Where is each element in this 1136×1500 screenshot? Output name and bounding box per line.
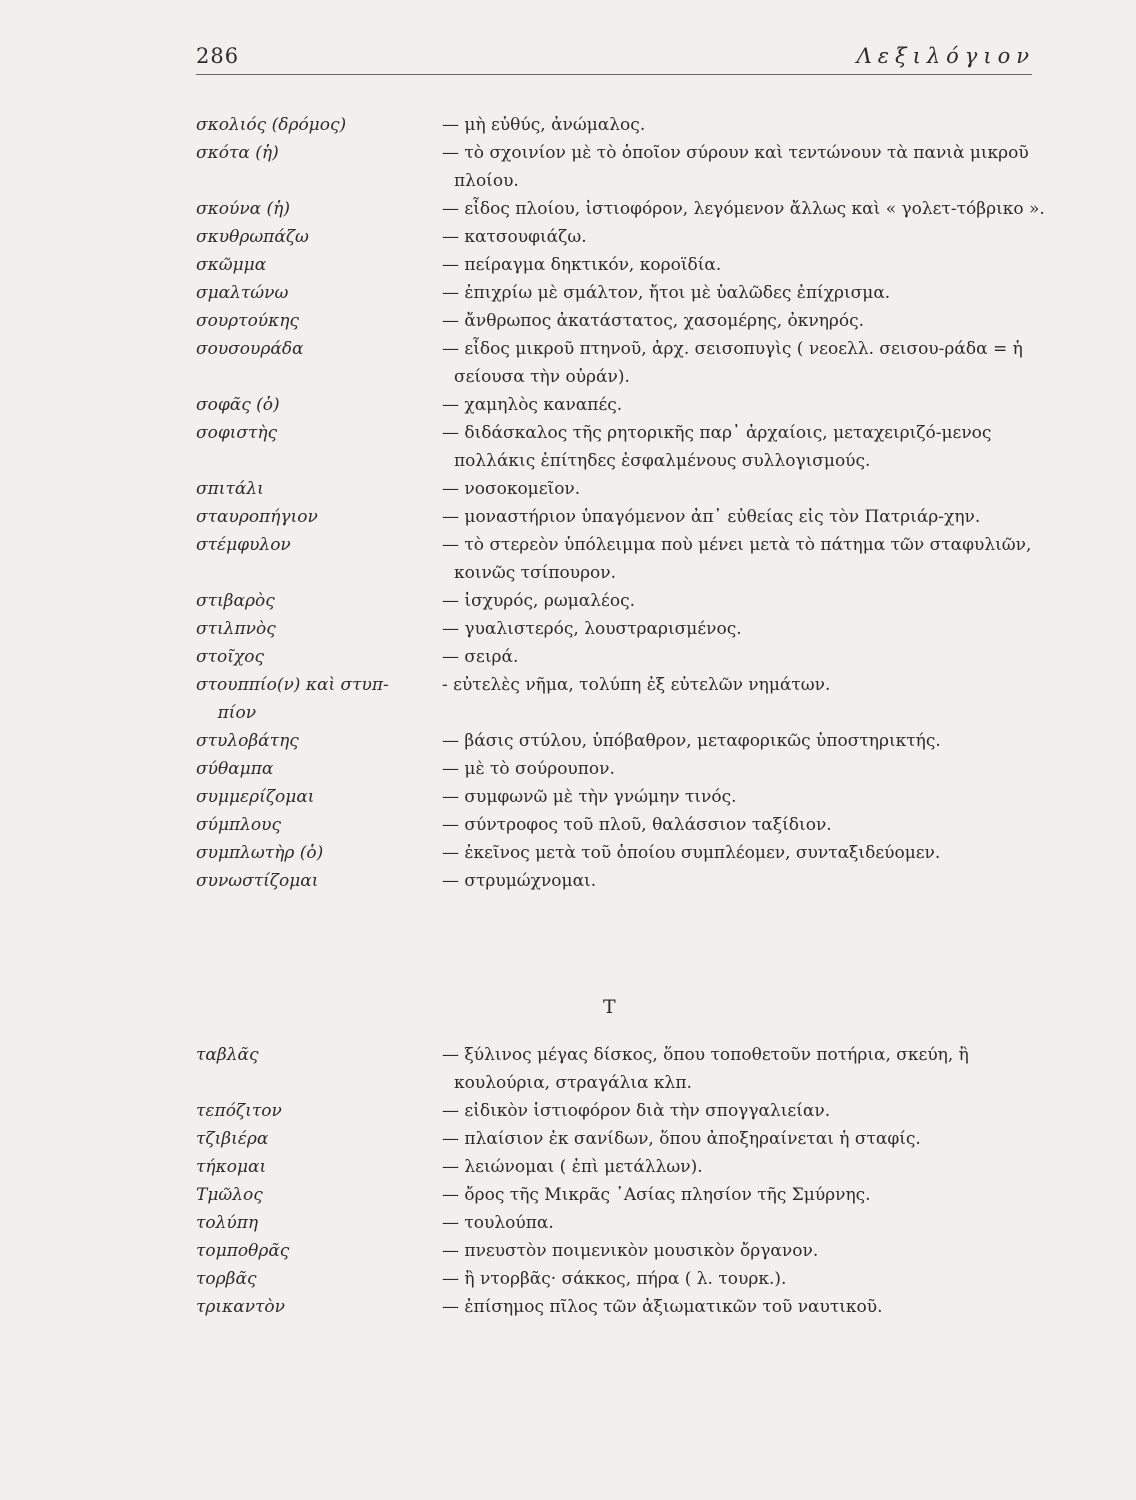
letter-heading: Τ [603,996,616,1018]
glossary-entry [196,503,1046,531]
definition: — πνευστὸν ποιμενικὸν μουσικὸν ὄργανον. [442,1241,819,1261]
glossary-entry [196,1153,1046,1181]
headword: στέμφυλον [196,535,291,555]
definition: — διδάσκαλος τῆς ρητορικῆς παρ᾽ ἀρχαίοις, μεταχειριζό-μενος πολλάκις ἐπίτηδες ἐσφαλμένους συλλογισμούς. [442,423,997,471]
definition: — τουλούπα. [442,1213,554,1233]
glossary-section-t [196,1041,1046,1321]
glossary-entry [196,867,1046,895]
definition: — εἶδος μικροῦ πτηνοῦ, ἀρχ. σεισοπυγὶς ( νεοελλ. σεισου-ράδα = ἡ σείουσα τὴν οὐράν). [442,339,1029,387]
headword: στιβαρὸς [196,591,275,611]
definition: — ὄρος τῆς Μικρᾶς ᾽Ασίας πλησίον τῆς Σμύρνης. [442,1185,871,1205]
headword: σπιτάλι [196,479,264,499]
headword: σουσουράδα [196,339,304,359]
headword: σοφᾶς (ὁ) [196,395,280,415]
headword: σύμπλους [196,815,282,835]
headword: τολύπη [196,1213,259,1233]
glossary-entry [196,643,1046,671]
glossary-entry [196,1209,1046,1237]
headword: σκῶμμα [196,255,267,275]
headword: στουππίο(ν) καὶ στυπ- πίον [196,675,389,723]
glossary-entry [196,727,1046,755]
headword: τήκομαι [196,1157,267,1177]
glossary-entry [196,223,1046,251]
definition: — εἰδικὸν ἱστιοφόρον διὰ τὴν σπογγαλιείαν. [442,1101,831,1121]
definition: — ἐπιχρίω μὲ σμάλτον, ἤτοι μὲ ὑαλῶδες ἐπίχρισμα. [442,283,891,303]
headword: τορβᾶς [196,1269,257,1289]
headword: σκολιός (δρόμος) [196,115,347,135]
glossary-entry [196,783,1046,811]
glossary-entry [196,475,1046,503]
headword: τομποθρᾶς [196,1241,290,1261]
headword: σταυροπήγιον [196,507,318,527]
definition: — σειρά. [442,647,519,667]
glossary-entry [196,531,1046,587]
definition: — ἐκεῖνος μετὰ τοῦ ὁποίου συμπλέομεν, συνταξιδεύομεν. [442,843,941,863]
glossary-entry [196,391,1046,419]
definition: — βάσις στύλου, ὑπόβαθρον, μεταφορικῶς ὑποστηρικτής. [442,731,941,751]
glossary-entry [196,1097,1046,1125]
definition: — ἐπίσημος πῖλος τῶν ἀξιωματικῶν τοῦ ναυτικοῦ. [442,1297,883,1317]
glossary-entry [196,195,1046,223]
definition: - εὐτελὲς νῆμα, τολύπη ἐξ εὐτελῶν νημάτων. [442,675,831,695]
definition: — μὴ εὐθύς, ἀνώμαλος. [442,115,646,135]
headword: σουρτούκης [196,311,299,331]
glossary-entry [196,839,1046,867]
glossary-entry [196,419,1046,475]
definition: — στρυμώχνομαι. [442,871,597,891]
headword: σμαλτώνω [196,283,289,303]
glossary-entry [196,1265,1046,1293]
definition: — χαμηλὸς καναπές. [442,395,623,415]
glossary-entry [196,335,1046,391]
glossary-entry [196,139,1046,195]
headword: σοφιστὴς [196,423,278,443]
headword: σκούνα (ἡ) [196,199,290,219]
definition: — νοσοκομεῖον. [442,479,581,499]
glossary-entry [196,1125,1046,1153]
headword: στοῖχος [196,647,264,667]
running-head: Λεξιλόγιον [856,44,1035,68]
glossary-entry [196,111,1046,139]
header-rule [196,74,1032,75]
definition: — ξύλινος μέγας δίσκος, ὅπου τοποθετοῦν ποτήρια, σκεύη, ἢ κουλούρια, στραγάλια κλπ. [442,1045,975,1093]
glossary-entry [196,811,1046,839]
glossary-entry [196,1181,1046,1209]
headword: συμπλωτὴρ (ὁ) [196,843,324,863]
glossary-entry [196,1041,1046,1097]
headword: σκότα (ἡ) [196,143,279,163]
headword: συνωστίζομαι [196,871,319,891]
headword: Τμῶλος [196,1185,263,1205]
glossary-entry [196,251,1046,279]
glossary-entry [196,587,1046,615]
glossary-entry [196,671,1046,727]
definition: — εἶδος πλοίου, ἱστιοφόρον, λεγόμενον ἄλλως καὶ « γολετ-τόβρικο ». [442,199,1045,219]
definition: — πείραγμα δηκτικόν, κοροϊδία. [442,255,722,275]
headword: στυλοβάτης [196,731,299,751]
headword: σκυθρωπάζω [196,227,309,247]
definition: — ἢ ντορβᾶς· σάκκος, πήρα ( λ. τουρκ.). [442,1269,787,1289]
glossary-entry [196,755,1046,783]
definition: — ἄνθρωπος ἀκατάστατος, χασομέρης, ὀκνηρός. [442,311,865,331]
headword: ταβλᾶς [196,1045,259,1065]
definition: — σύντροφος τοῦ πλοῦ, θαλάσσιον ταξίδιον. [442,815,832,835]
definition: — μὲ τὸ σούρουπον. [442,759,615,779]
glossary-entry [196,1293,1046,1321]
glossary-entry [196,615,1046,643]
page-number: 286 [196,44,240,68]
definition: — τὸ στερεὸν ὑπόλειμμα ποὺ μένει μετὰ τὸ πάτημα τῶν σταφυλιῶν, κοινῶς τσίπουρον. [442,535,1037,583]
definition: — ἰσχυρός, ρωμαλέος. [442,591,635,611]
definition: — γυαλιστερός, λουστραρισμένος. [442,619,742,639]
headword: τζιβιέρα [196,1129,269,1149]
headword: συμμερίζομαι [196,787,315,807]
definition: — πλαίσιον ἐκ σανίδων, ὅπου ἀποξηραίνεται ἡ σταφίς. [442,1129,921,1149]
definition: — τὸ σχοινίον μὲ τὸ ὁποῖον σύρουν καὶ τεντώνουν τὰ πανιὰ μικροῦ πλοίου. [442,143,1035,191]
definition: — κατσουφιάζω. [442,227,587,247]
headword: στιλπνὸς [196,619,276,639]
headword: τεπόζιτον [196,1101,282,1121]
glossary-entry [196,307,1046,335]
headword: τρικαντὸν [196,1297,286,1317]
definition: — λειώνομαι ( ἐπὶ μετάλλων). [442,1157,703,1177]
definition: — μοναστήριον ὑπαγόμενον ἀπ᾽ εὐθείας εἰς τὸν Πατριάρ-χην. [442,507,981,527]
glossary-entry [196,279,1046,307]
headword: σύθαμπα [196,759,274,779]
glossary-entry [196,1237,1046,1265]
glossary-section-s [196,111,1046,895]
definition: — συμφωνῶ μὲ τὴν γνώμην τινός. [442,787,737,807]
